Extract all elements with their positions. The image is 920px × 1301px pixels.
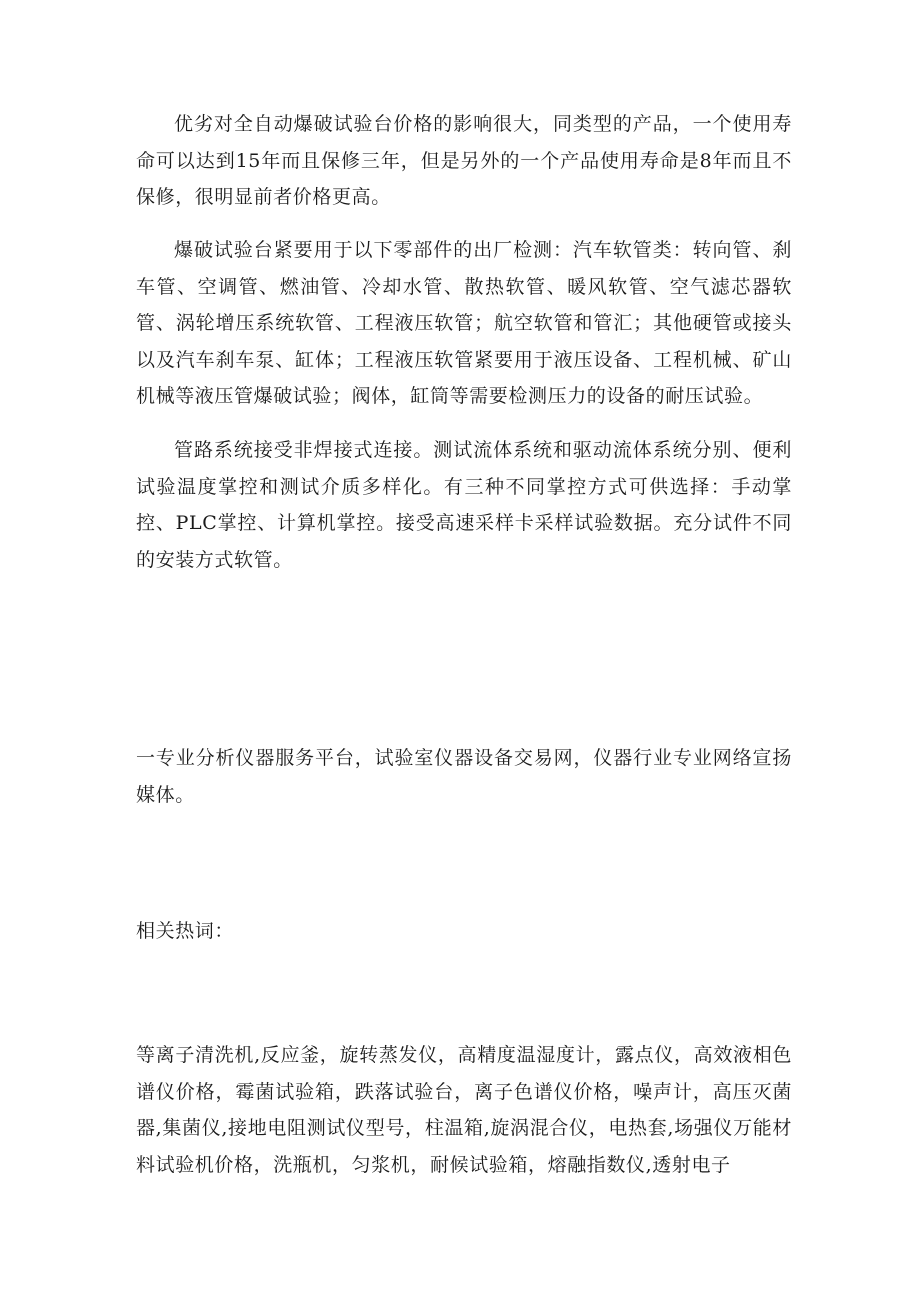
paragraph-applications: 爆破试验台紧要用于以下零部件的出厂检测：汽车软管类：转向管、刹车管、空调管、燃油管、冷却水管、散热软管、暖风软管、空气滤芯器软管、涡轮增压系统软管、工程液压软管；航空软管和管汇；其他硬管或接头以及汽车刹车泵、缸体；工程液压软管紧要用于液压设备、工程机械、矿山机械等液压管爆破试验；阀体，缸筒等需要检测压力的设备的耐压试验。 (136, 239, 792, 407)
paragraph-pipeline-system: 管路系统接受非焊接式连接。测试流体系统和驱动流体系统分别、便利试验温度掌控和测试介质多样化。有三种不同掌控方式可供选择：手动掌控、PLC掌控、计算机掌控。接受高速采样卡采样试验数据。充分试件不同的安装方式软管。 (136, 439, 792, 571)
related-keywords-list: 等离子清洗机,反应釜，旋转蒸发仪，高精度温湿度计，露点仪，高效液相色谱仪价格，霉菌试验箱，跌落试验台，离子色谱仪价格，噪声计，高压灭菌器,集菌仪,接地电阻测试仪型号，柱温箱,旋涡混合仪，电热套,场强仪万能材料试验机价格，洗瓶机，匀浆机，耐候试验箱，熔融指数仪,透射电子 (136, 1044, 792, 1176)
paragraph-price-quality: 优劣对全自动爆破试验台价格的影响很大，同类型的产品，一个使用寿命可以达到15年而且保修三年，但是另外的一个产品使用寿命是8年而且不保修，很明显前者价格更高。 (136, 113, 792, 208)
paragraph-platform-intro: 一专业分析仪器服务平台，试验室仪器设备交易网，仪器行业专业网络宣扬媒体。 (136, 747, 792, 806)
related-keywords-heading: 相关热词： (136, 920, 235, 942)
